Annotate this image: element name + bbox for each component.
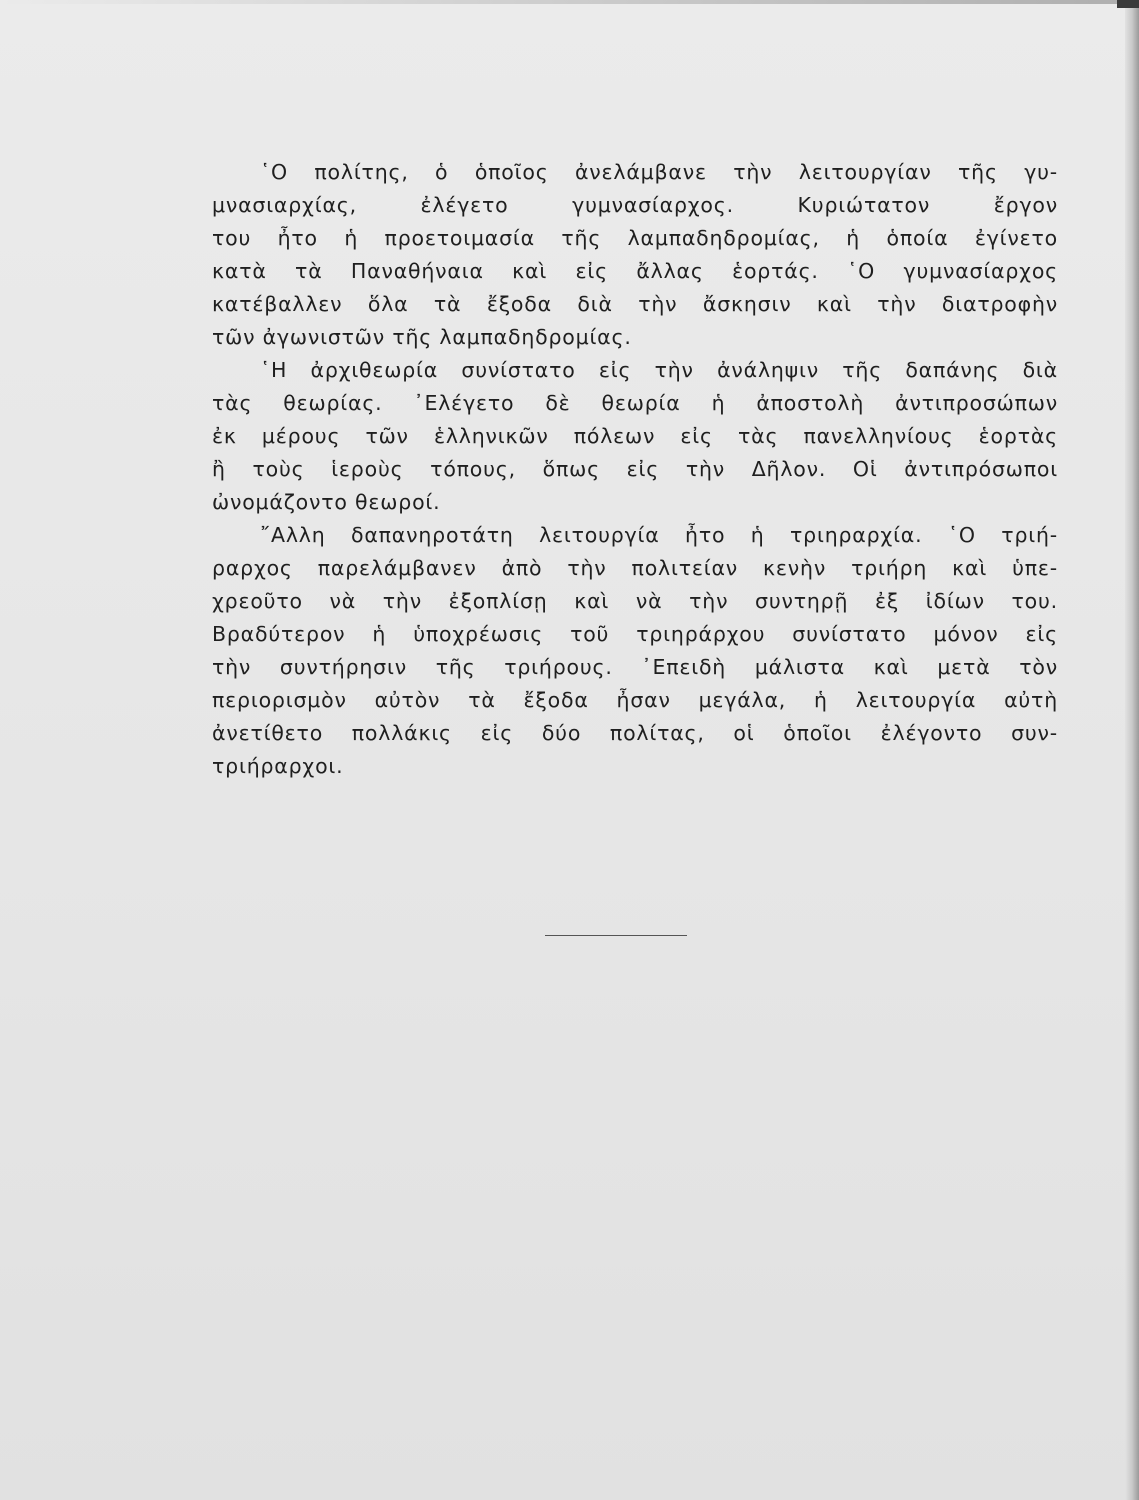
text-line: ἐκ μέρους τῶν ἑλληνικῶν πόλεων εἰς τὰς πανελληνίους ἑορτὰς bbox=[212, 424, 1058, 448]
text-line: ἢ τοὺς ἱεροὺς τόπους, ὅπως εἰς τὴν Δῆλον. Οἱ ἀντιπρόσωποι bbox=[212, 457, 1058, 481]
text-line: ῎Αλλη δαπανηροτάτη λειτουργία ἦτο ἡ τριηραρχία. ῾Ο τριή- bbox=[260, 523, 1058, 547]
text-line: κατὰ τὰ Παναθήναια καὶ εἰς ἄλλας ἑορτάς. ῾Ο γυμνασίαρχος bbox=[212, 259, 1058, 283]
text-line: τὴν συντήρησιν τῆς τριήρους. ᾿Επειδὴ μάλιστα καὶ μετὰ τὸν bbox=[212, 655, 1058, 679]
page-top-edge bbox=[0, 0, 1139, 4]
text-line: τὰς θεωρίας. ᾿Ελέγετο δὲ θεωρία ἡ ἀποστολὴ ἀντιπροσώπων bbox=[212, 391, 1058, 415]
text-line: τῶν ἀγωνιστῶν τῆς λαμπαδηδρομίας. bbox=[212, 325, 632, 349]
text-line: κατέβαλλεν ὅλα τὰ ἔξοδα διὰ τὴν ἄσκησιν καὶ τὴν διατροφὴν bbox=[212, 292, 1058, 316]
page-corner-mark bbox=[1117, 0, 1139, 8]
page-right-edge-shadow bbox=[1125, 0, 1139, 1500]
text-line: Βραδύτερον ἡ ὑποχρέωσις τοῦ τριηράρχου συνίστατο μόνον εἰς bbox=[212, 622, 1058, 646]
text-line: ὠνομάζοντο θεωροί. bbox=[212, 490, 441, 514]
text-line: του ἦτο ἡ προετοιμασία τῆς λαμπαδηδρομίας, ἡ ὁποία ἐγίνετο bbox=[212, 226, 1058, 250]
text-line: τριήραρχοι. bbox=[212, 754, 344, 778]
text-line: χρεοῦτο νὰ τὴν ἐξοπλίσῃ καὶ νὰ τὴν συντηρῇ ἐξ ἰδίων του. bbox=[212, 589, 1058, 613]
section-separator-rule bbox=[545, 935, 687, 937]
body-text bbox=[212, 156, 1058, 783]
text-line: ραρχος παρελάμβανεν ἀπὸ τὴν πολιτείαν κενὴν τριήρη καὶ ὑπε- bbox=[212, 556, 1058, 580]
text-line: ἀνετίθετο πολλάκις εἰς δύο πολίτας, οἱ ὁποῖοι ἐλέγοντο συν- bbox=[212, 721, 1058, 745]
text-line: μνασιαρχίας, ἐλέγετο γυμνασίαρχος. Κυριώτατον ἔργον bbox=[212, 193, 1058, 217]
text-line: ῾Η ἀρχιθεωρία συνίστατο εἰς τὴν ἀνάληψιν τῆς δαπάνης διὰ bbox=[260, 358, 1058, 382]
text-line: περιορισμὸν αὐτὸν τὰ ἔξοδα ἦσαν μεγάλα, ἡ λειτουργία αὐτὴ bbox=[212, 688, 1058, 712]
text-line: ῾Ο πολίτης, ὁ ὁποῖος ἀνελάμβανε τὴν λειτουργίαν τῆς γυ- bbox=[260, 160, 1058, 184]
